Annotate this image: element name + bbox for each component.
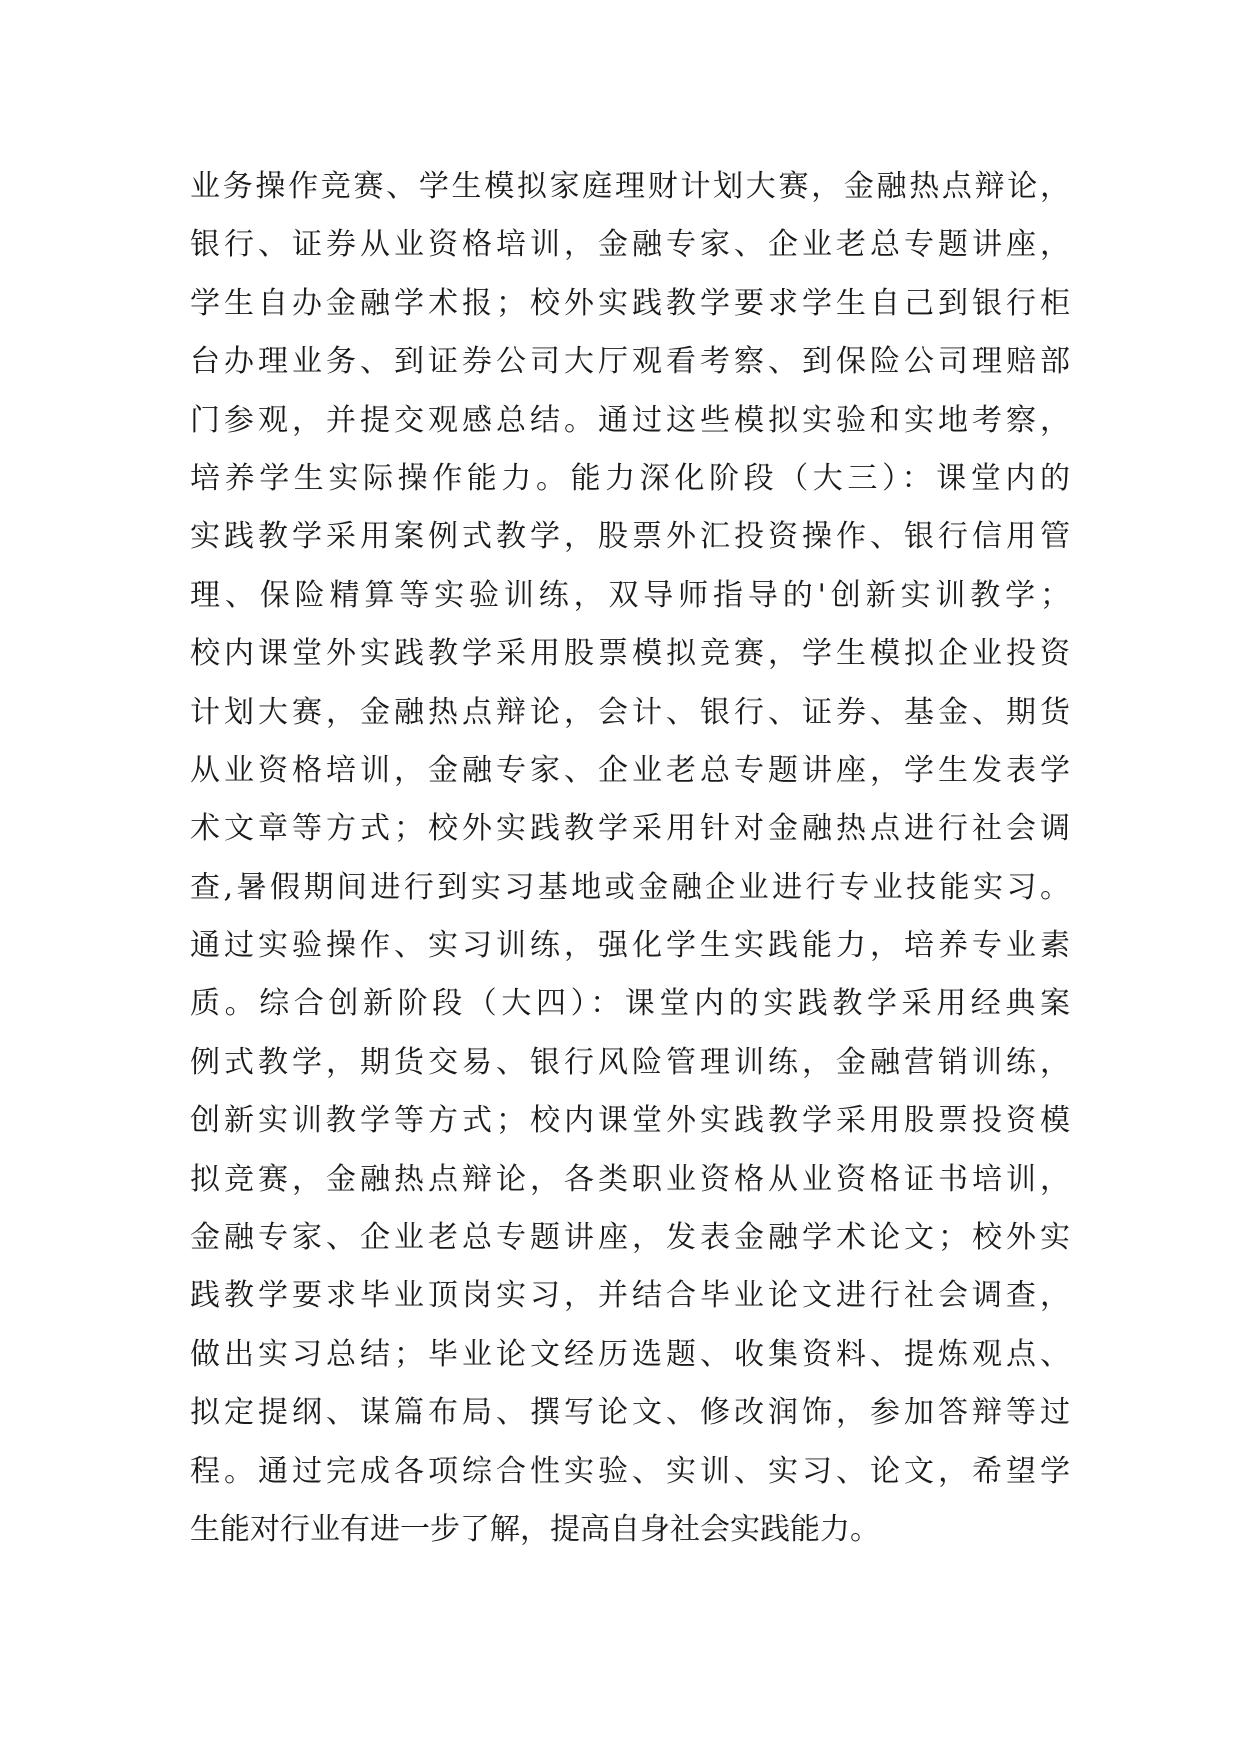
text-line: 门参观，并提交观感总结。通过这些模拟实验和实地考察，	[190, 402, 1070, 438]
text-line: 术文章等方式；校外实践教学采用针对金融热点进行社会调	[190, 811, 1070, 847]
text-line: 拟竞赛，金融热点辩论，各类职业资格从业资格证书培训，	[190, 1161, 1070, 1197]
text-line: 从业资格培训，金融专家、企业老总专题讲座，学生发表学	[190, 752, 1070, 788]
text-line: 校内课堂外实践教学采用股票模拟竞赛，学生模拟企业投资	[190, 636, 1070, 672]
body-text	[190, 158, 1070, 1559]
text-line: 做出实习总结；毕业论文经历选题、收集资料、提炼观点、	[190, 1336, 1070, 1372]
text-line: 理、保险精算等实验训练，双导师指导的'创新实训教学；	[190, 577, 1070, 613]
text-line: 拟定提纲、谋篇布局、撰写论文、修改润饰，参加答辩等过	[190, 1395, 1070, 1431]
text-line: 践教学要求毕业顶岗实习，并结合毕业论文进行社会调查，	[190, 1278, 1070, 1314]
text-line: 业务操作竞赛、学生模拟家庭理财计划大赛，金融热点辩论，	[190, 169, 1070, 204]
text-line: 质。综合创新阶段（大四）：课堂内的实践教学采用经典案	[190, 986, 1070, 1022]
text-line: 通过实验操作、实习训练，强化学生实践能力，培养专业素	[190, 928, 1070, 964]
text-line: 计划大赛，金融热点辩论，会计、银行、证券、基金、期货	[190, 694, 1070, 730]
text-line: 银行、证券从业资格培训，金融专家、企业老总专题讲座，	[190, 227, 1070, 263]
text-line: 生能对行业有进一步了解，提高自身社会实践能力。	[190, 1511, 880, 1547]
text-line: 台办理业务、到证券公司大厅观看考察、到保险公司理赔部	[190, 344, 1070, 380]
text-line: 创新实训教学等方式；校内课堂外实践教学采用股票投资模	[190, 1103, 1070, 1139]
text-line: 程。通过完成各项综合性实验、实训、实习、论文，希望学	[190, 1453, 1070, 1489]
text-line: 例式教学，期货交易、银行风险管理训练，金融营销训练，	[190, 1044, 1070, 1080]
text-line: 金融专家、企业老总专题讲座，发表金融学术论文；校外实	[190, 1220, 1070, 1256]
text-line: 查,暑假期间进行到实习基地或金融企业进行专业技能实习。	[190, 869, 1070, 905]
text-line: 培养学生实际操作能力。能力深化阶段（大三）：课堂内的	[190, 460, 1070, 496]
text-line: 实践教学采用案例式教学，股票外汇投资操作、银行信用管	[190, 519, 1070, 555]
text-line: 学生自办金融学术报；校外实践教学要求学生自己到银行柜	[190, 285, 1070, 321]
